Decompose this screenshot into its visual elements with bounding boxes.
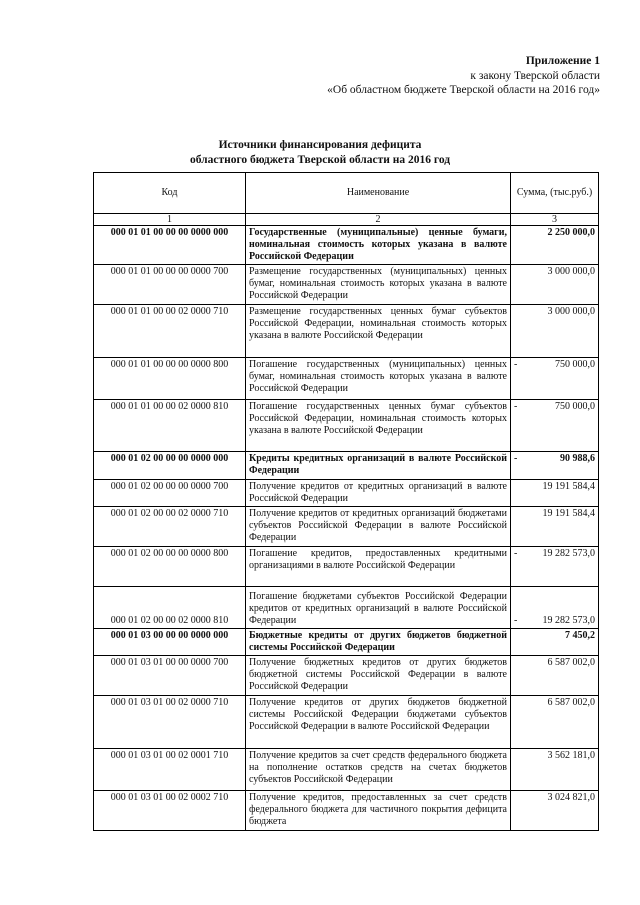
minus-sign: - [514,615,518,626]
table-row [94,507,599,547]
document-title-line-1: Источники финансирования дефицита [218,139,422,151]
table-row [94,226,599,265]
row-sum [511,749,599,791]
document-title [0,138,640,168]
row-code: 000 01 03 01 00 02 0000 710 [94,696,246,749]
row-name: Получение кредитов за счет средств федерального бюджета на пополнение остатков средств на счетах бюджетов субъектов Российской Федерации [246,749,511,791]
column-number-row [94,214,599,226]
row-code: 000 01 03 01 00 00 0000 700 [94,656,246,696]
row-name: Получение кредитов, предоставленных за счет средств федерального бюджета для частичного покрытия дефицита бюджета [246,791,511,831]
minus-sign: - [514,401,518,412]
row-code: 000 01 02 00 00 00 0000 000 [94,452,246,480]
column-number: 1 [94,214,246,226]
column-number: 3 [511,214,599,226]
table-row [94,547,599,587]
sum-value: 90 988,6 [560,453,595,464]
sum-value: 3 024 821,0 [547,792,595,803]
row-name: Погашение государственных (муниципальных) ценных бумаг, номинальная стоимость которых указана в валюте Российской Федерации [246,358,511,400]
table-row [94,358,599,400]
row-name: Кредиты кредитных организаций в валюте Российской Федерации [246,452,511,480]
row-sum [511,480,599,507]
row-sum [511,305,599,358]
sum-value: 750 000,0 [555,401,595,412]
sum-value: 6 587 002,0 [547,657,595,668]
row-name: Получение бюджетных кредитов от других бюджетов бюджетной системы Российской Федерации в валюте Российской Федерации [246,656,511,696]
row-name: Погашение кредитов, предоставленных кредитными организациями в валюте Российской Федерации [246,547,511,587]
minus-sign: - [514,359,518,370]
row-name: Бюджетные кредиты от других бюджетов бюджетной системы Российской Федерации [246,629,511,656]
table-row [94,305,599,358]
header-code: Код [94,173,246,214]
appendix-line-2: «Об областном бюджете Тверской области на 2016 год» [327,84,600,96]
column-number: 2 [246,214,511,226]
appendix-line-1: к закону Тверской области [470,69,600,82]
sum-value: 19 282 573,0 [542,615,595,626]
row-name: Погашение бюджетами субъектов Российской Федерации кредитов от кредитных организаций в валюте Российской Федерации [246,587,511,629]
minus-sign: - [514,453,518,464]
row-name: Государственные (муниципальные) ценные бумаги, номинальная стоимость которых указана в валюте Российской Федерации [246,226,511,265]
sum-value: 3 000 000,0 [547,306,595,317]
row-code: 000 01 01 00 00 02 0000 710 [94,305,246,358]
row-name: Погашение государственных ценных бумаг субъектов Российской Федерации, номинальная стоимость которых указана в валюте Российской Федерации [246,400,511,452]
table-row [94,587,599,629]
row-sum [511,265,599,305]
table-row [94,656,599,696]
row-code: 000 01 03 01 00 02 0001 710 [94,749,246,791]
row-name: Получение кредитов от других бюджетов бюджетной системы Российской Федерации бюджетами субъектов Российской Федерации в валюте Российской Федерации [246,696,511,749]
sum-value: 7 450,2 [565,630,595,641]
table-row [94,400,599,452]
row-code: 000 01 03 00 00 00 0000 000 [94,629,246,656]
row-sum [511,791,599,831]
table-header-row [94,173,599,214]
table-row [94,791,599,831]
table-row [94,749,599,791]
sum-value: 6 587 002,0 [547,697,595,708]
row-code: 000 01 02 00 00 00 0000 800 [94,547,246,587]
appendix-title: Приложение 1 [525,55,600,67]
row-sum [511,358,599,400]
row-code: 000 01 02 00 00 02 0000 710 [94,507,246,547]
row-sum [511,587,599,629]
row-name: Размещение государственных (муниципальных) ценных бумаг, номинальная стоимость которых указана в валюте Российской Федерации [246,265,511,305]
row-sum [511,452,599,480]
row-sum [511,547,599,587]
header-name: Наименование [246,173,511,214]
row-code: 000 01 01 00 00 00 0000 800 [94,358,246,400]
table-row [94,452,599,480]
row-code: 000 01 03 01 00 02 0002 710 [94,791,246,831]
appendix-header [327,54,600,98]
funding-sources-table [93,172,599,831]
row-sum [511,656,599,696]
row-code: 000 01 02 00 00 00 0000 700 [94,480,246,507]
row-sum [511,629,599,656]
minus-sign: - [514,548,518,559]
row-name: Получение кредитов от кредитных организаций бюджетами субъектов Российской Федерации в валюте Российской Федерации [246,507,511,547]
row-name: Получение кредитов от кредитных организаций в валюте Российской Федерации [246,480,511,507]
sum-value: 19 191 584,4 [542,481,595,492]
row-name: Размещение государственных ценных бумаг субъектов Российской Федерации, номинальная стоимость которых указана в валюте Российской Федерации [246,305,511,358]
header-sum: Сумма, (тыс.руб.) [511,173,599,214]
row-code: 000 01 01 00 00 00 0000 000 [94,226,246,265]
table-row [94,629,599,656]
row-sum [511,226,599,265]
sum-value: 19 191 584,4 [542,508,595,519]
document-title-line-2: областного бюджета Тверской области на 2016 год [189,154,451,166]
row-code: 000 01 01 00 00 00 0000 700 [94,265,246,305]
sum-value: 750 000,0 [555,359,595,370]
sum-value: 19 282 573,0 [542,548,595,559]
table-row [94,265,599,305]
row-sum [511,400,599,452]
sum-value: 3 562 181,0 [547,750,595,761]
row-code: 000 01 02 00 00 02 0000 810 [94,587,246,629]
row-sum [511,507,599,547]
table-row [94,480,599,507]
sum-value: 2 250 000,0 [547,227,595,238]
row-code: 000 01 01 00 00 02 0000 810 [94,400,246,452]
sum-value: 3 000 000,0 [547,266,595,277]
row-sum [511,696,599,749]
table-row [94,696,599,749]
